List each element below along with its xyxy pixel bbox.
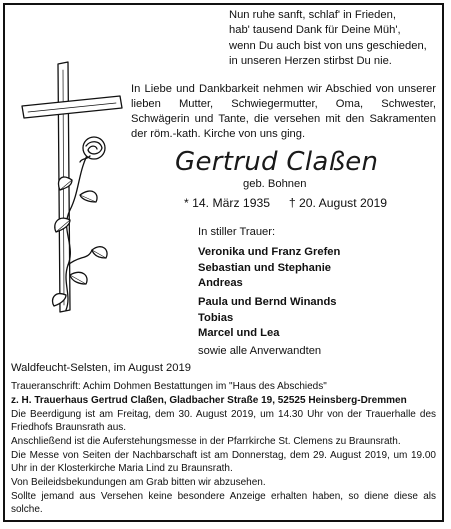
death-date: † 20. August 2019	[288, 196, 388, 210]
mourners-group-2	[198, 295, 337, 342]
poem	[229, 8, 439, 70]
place-date: Waldfeucht-Selsten, im August 2019	[11, 362, 191, 374]
mourner-name: Sebastian und Stephanie	[198, 261, 332, 274]
mourner-name: Paula und Bernd Winands	[198, 296, 337, 308]
address-bold: z. H. Trauerhaus Gertrud Claßen, Gladbacher Straße 19, 52525 Heinsberg-Dremmen	[11, 395, 407, 406]
intro-text: In Liebe und Dankbarkeit nehmen wir Abschied von unserer lieben Mutter, Schwiegermutter, Oma, Schwester, Schwägerin und Tante, die versehen mit den Sakramenten der röm.-kath. Kirche von uns ging.	[131, 83, 436, 140]
birth-date: * 14. März 1935	[184, 196, 271, 210]
apology-text: Sollte jemand aus Versehen keine besondere Anzeige erhalten haben, so diene diese als solche.	[11, 491, 436, 515]
cross-with-rose-icon	[20, 60, 130, 320]
mourners-group-1	[198, 245, 340, 292]
mourner-name: Marcel und Lea	[198, 327, 280, 340]
poem-line: in unseren Herzen stirbst Du nie.	[229, 55, 392, 68]
mourner-name: Andreas	[198, 277, 243, 290]
address-line: Traueranschrift: Achim Dohmen Bestattungen im "Haus des Abschieds"	[11, 381, 327, 392]
funeral-text: Die Beerdigung ist am Freitag, dem 30. August 2019, um 14.30 Uhr von der Trauerhalle des Friedhofs Braunsrath aus.	[11, 409, 436, 433]
poem-line: hab' tausend Dank für Deine Müh',	[229, 24, 401, 37]
life-dates	[184, 196, 387, 210]
funeral-info	[11, 380, 436, 517]
condolences-text: Von Beileidsbekundungen am Grab bitten wir abzusehen.	[11, 477, 266, 488]
mourner-name: Veronika und Franz Grefen	[198, 246, 341, 258]
poem-line: Nun ruhe sanft, schlaf' in Frieden,	[229, 9, 396, 21]
mourner-name: Tobias	[198, 311, 234, 324]
maiden-name: geb. Bohnen	[243, 178, 307, 190]
evening-mass-text: Die Messe von Seiten der Nachbarschaft ist am Donnerstag, dem 29. August 2019, um 19.00 Uhr in der Klosterkirche Maria Lind zu Braunsrath.	[11, 450, 436, 474]
mourners-closing: sowie alle Anverwandten	[198, 345, 322, 357]
deceased-name: Gertrud Claßen	[175, 147, 379, 177]
mass-text: Anschließend ist die Auferstehungsmesse in der Pfarrkirche St. Clemens zu Braunsrath.	[11, 436, 401, 447]
poem-line: wenn Du auch bist von uns geschieden,	[229, 39, 427, 52]
mourners-heading: In stiller Trauer:	[198, 226, 276, 238]
